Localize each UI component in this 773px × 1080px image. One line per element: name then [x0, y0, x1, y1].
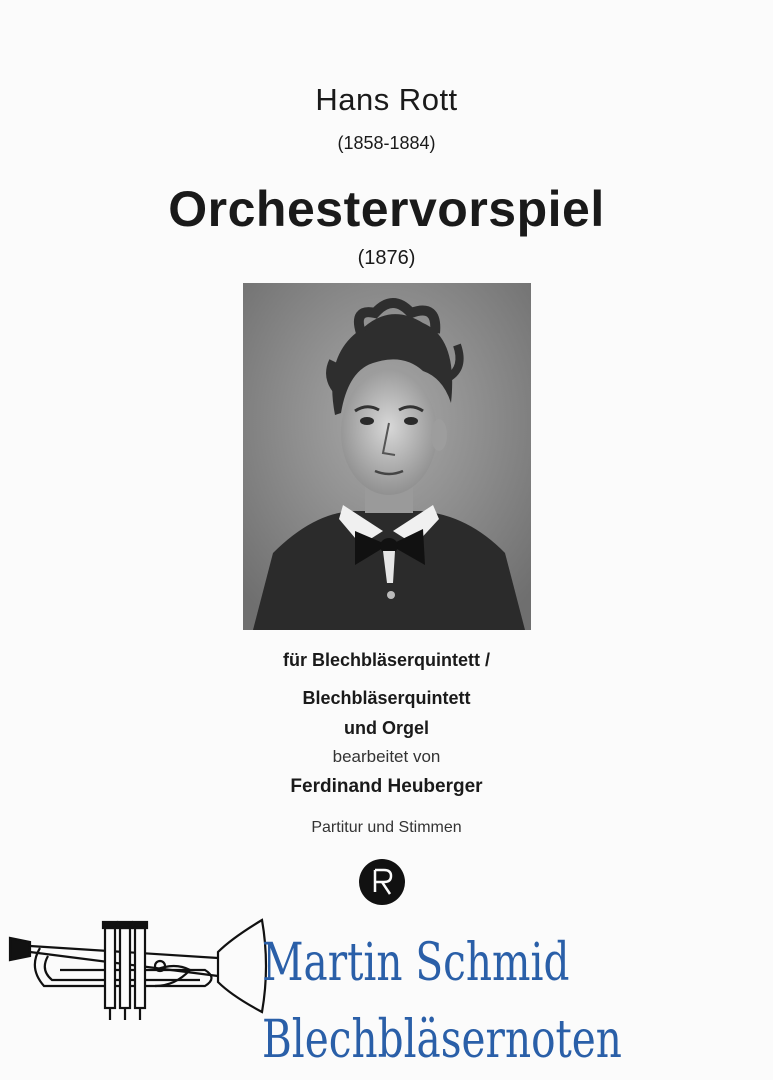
composer-portrait — [243, 283, 531, 630]
arranged-by-label: bearbeitet von — [332, 747, 441, 766]
shop-name: Martin Schmid — [262, 933, 570, 993]
publisher-logo-icon — [358, 858, 406, 906]
composer-dates: (1858-1884) — [337, 133, 436, 153]
work-title: Orchestervorspiel — [168, 181, 605, 237]
instrumentation-line-1: für Blechbläserquintett / — [282, 650, 491, 670]
shop-subtitle: Blechbläsernoten — [262, 1010, 622, 1070]
edition-label: Partitur und Stimmen — [311, 819, 462, 836]
portrait-photo — [243, 283, 531, 630]
instrumentation-line-2: Blechbläserquintett — [302, 688, 471, 708]
instrumentation-line-3: und Orgel — [344, 718, 429, 738]
work-year: (1876) — [357, 247, 416, 269]
composer-name: Hans Rott — [315, 82, 458, 117]
arranger-name: Ferdinand Heuberger — [290, 776, 483, 797]
